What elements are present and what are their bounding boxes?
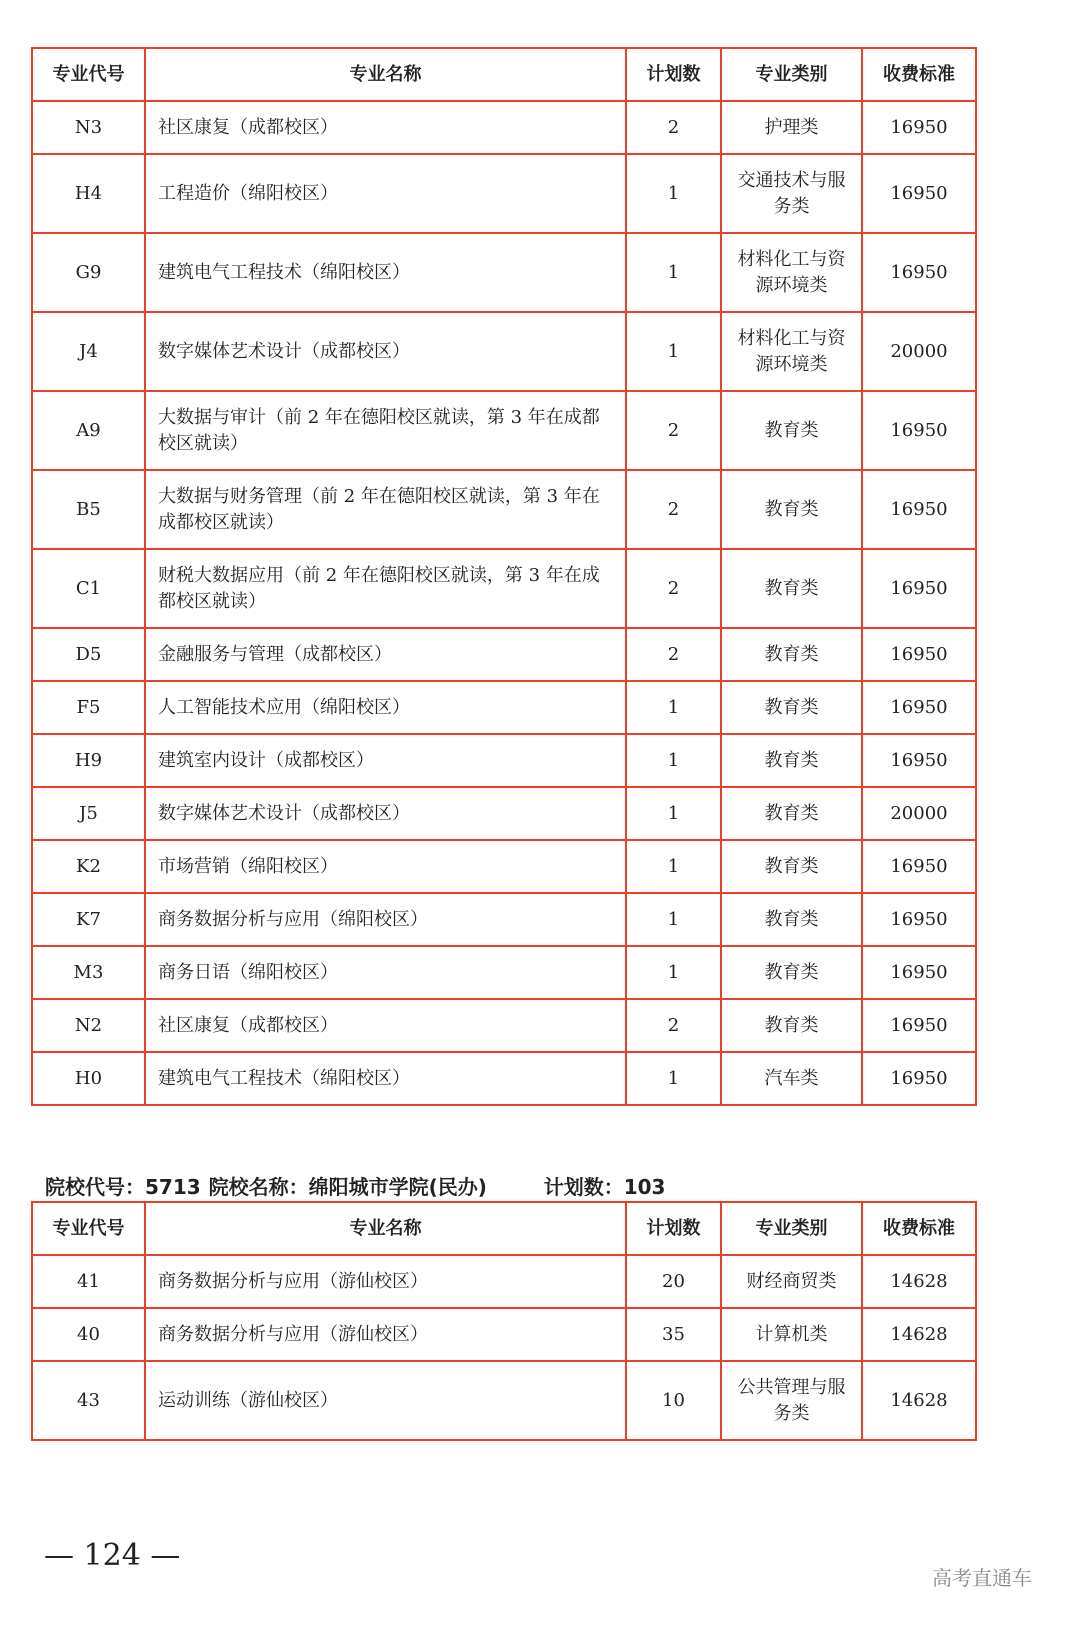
fee-cell: 16950 <box>862 840 976 893</box>
major-code-cell: J5 <box>32 787 145 840</box>
header-major-code: 专业代号 <box>32 48 145 101</box>
table-row <box>32 893 976 946</box>
fee-cell: 14628 <box>862 1308 976 1361</box>
fee-cell: 14628 <box>862 1255 976 1308</box>
major-name-cell: 建筑电气工程技术（绵阳校区） <box>145 1052 626 1105</box>
fee-cell: 20000 <box>862 787 976 840</box>
header-plan-count: 计划数 <box>626 48 721 101</box>
major-category-cell: 教育类 <box>721 999 862 1052</box>
majors-table-2 <box>31 1201 977 1441</box>
header-fee: 收费标准 <box>862 48 976 101</box>
major-name-cell: 建筑电气工程技术（绵阳校区） <box>145 233 626 312</box>
school-info <box>45 1171 673 1200</box>
table-row <box>32 312 976 391</box>
major-category-cell: 交通技术与服务类 <box>721 154 862 233</box>
table-row <box>32 628 976 681</box>
major-code-cell: K2 <box>32 840 145 893</box>
major-name-cell: 社区康复（成都校区） <box>145 101 626 154</box>
fee-cell: 16950 <box>862 391 976 470</box>
major-code-cell: A9 <box>32 391 145 470</box>
major-code-cell: H9 <box>32 734 145 787</box>
major-category-cell: 计算机类 <box>721 1308 862 1361</box>
table-row <box>32 999 976 1052</box>
plan-count-cell: 1 <box>626 840 721 893</box>
major-category-cell: 教育类 <box>721 549 862 628</box>
major-code-cell: 43 <box>32 1361 145 1440</box>
plan-count-cell: 1 <box>626 681 721 734</box>
header-major-code: 专业代号 <box>32 1202 145 1255</box>
school-code: 院校代号：5713 <box>45 1175 201 1199</box>
table-row <box>32 233 976 312</box>
fee-cell: 16950 <box>862 233 976 312</box>
fee-cell: 16950 <box>862 893 976 946</box>
major-category-cell: 教育类 <box>721 628 862 681</box>
major-name-cell: 数字媒体艺术设计（成都校区） <box>145 312 626 391</box>
table-row <box>32 549 976 628</box>
major-code-cell: 40 <box>32 1308 145 1361</box>
majors-table-1 <box>31 47 977 1106</box>
table-header <box>32 1202 976 1255</box>
plan-count-cell: 2 <box>626 549 721 628</box>
fee-cell: 16950 <box>862 101 976 154</box>
major-name-cell: 金融服务与管理（成都校区） <box>145 628 626 681</box>
fee-cell: 16950 <box>862 470 976 549</box>
header-major-name: 专业名称 <box>145 48 626 101</box>
plan-count-cell: 1 <box>626 154 721 233</box>
table-row <box>32 946 976 999</box>
fee-cell: 16950 <box>862 946 976 999</box>
major-name-cell: 商务数据分析与应用（绵阳校区） <box>145 893 626 946</box>
plan-count-cell: 2 <box>626 101 721 154</box>
table-row <box>32 734 976 787</box>
major-category-cell: 教育类 <box>721 681 862 734</box>
table-row <box>32 101 976 154</box>
major-name-cell: 人工智能技术应用（绵阳校区） <box>145 681 626 734</box>
major-code-cell: M3 <box>32 946 145 999</box>
watermark: 高考直通车 <box>932 1566 1032 1590</box>
plan-count-cell: 2 <box>626 470 721 549</box>
major-category-cell: 教育类 <box>721 734 862 787</box>
major-name-cell: 数字媒体艺术设计（成都校区） <box>145 787 626 840</box>
table-row <box>32 840 976 893</box>
fee-cell: 16950 <box>862 628 976 681</box>
plan-count-cell: 1 <box>626 946 721 999</box>
plan-count-cell: 1 <box>626 1052 721 1105</box>
major-code-cell: C1 <box>32 549 145 628</box>
fee-cell: 16950 <box>862 999 976 1052</box>
school-name: 院校名称：绵阳城市学院(民办) <box>208 1175 487 1199</box>
major-name-cell: 商务数据分析与应用（游仙校区） <box>145 1255 626 1308</box>
table-row <box>32 470 976 549</box>
major-code-cell: 41 <box>32 1255 145 1308</box>
table-row <box>32 787 976 840</box>
plan-count-cell: 1 <box>626 787 721 840</box>
plan-count-cell: 2 <box>626 628 721 681</box>
header-major-category: 专业类别 <box>721 1202 862 1255</box>
fee-cell: 16950 <box>862 1052 976 1105</box>
major-code-cell: D5 <box>32 628 145 681</box>
plan-count-cell: 2 <box>626 391 721 470</box>
table-row <box>32 1361 976 1440</box>
table-row <box>32 1052 976 1105</box>
major-code-cell: N3 <box>32 101 145 154</box>
major-code-cell: B5 <box>32 470 145 549</box>
major-code-cell: J4 <box>32 312 145 391</box>
major-name-cell: 社区康复（成都校区） <box>145 999 626 1052</box>
table-row <box>32 154 976 233</box>
plan-count-cell: 20 <box>626 1255 721 1308</box>
plan-count-cell: 1 <box>626 893 721 946</box>
major-category-cell: 护理类 <box>721 101 862 154</box>
table-row <box>32 1255 976 1308</box>
plan-count-cell: 35 <box>626 1308 721 1361</box>
fee-cell: 16950 <box>862 681 976 734</box>
major-category-cell: 教育类 <box>721 946 862 999</box>
major-name-cell: 建筑室内设计（成都校区） <box>145 734 626 787</box>
header-major-category: 专业类别 <box>721 48 862 101</box>
major-category-cell: 教育类 <box>721 470 862 549</box>
major-name-cell: 商务日语（绵阳校区） <box>145 946 626 999</box>
major-name-cell: 大数据与财务管理（前 2 年在德阳校区就读，第 3 年在成都校区就读） <box>145 470 626 549</box>
major-code-cell: H0 <box>32 1052 145 1105</box>
major-category-cell: 教育类 <box>721 787 862 840</box>
major-category-cell: 汽车类 <box>721 1052 862 1105</box>
major-name-cell: 运动训练（游仙校区） <box>145 1361 626 1440</box>
plan-count-cell: 2 <box>626 999 721 1052</box>
fee-cell: 16950 <box>862 154 976 233</box>
major-name-cell: 大数据与审计（前 2 年在德阳校区就读，第 3 年在成都校区就读） <box>145 391 626 470</box>
header-fee: 收费标准 <box>862 1202 976 1255</box>
plan-total: 计划数：103 <box>543 1175 666 1199</box>
major-code-cell: K7 <box>32 893 145 946</box>
major-category-cell: 教育类 <box>721 840 862 893</box>
plan-count-cell: 10 <box>626 1361 721 1440</box>
header-major-name: 专业名称 <box>145 1202 626 1255</box>
major-name-cell: 市场营销（绵阳校区） <box>145 840 626 893</box>
page-number: — 124 — <box>44 1538 181 1573</box>
table-header <box>32 48 976 101</box>
plan-count-cell: 1 <box>626 233 721 312</box>
major-code-cell: F5 <box>32 681 145 734</box>
table-row <box>32 681 976 734</box>
major-code-cell: G9 <box>32 233 145 312</box>
table-row <box>32 1308 976 1361</box>
major-category-cell: 材料化工与资源环境类 <box>721 312 862 391</box>
fee-cell: 16950 <box>862 549 976 628</box>
header-plan-count: 计划数 <box>626 1202 721 1255</box>
major-category-cell: 材料化工与资源环境类 <box>721 233 862 312</box>
major-name-cell: 财税大数据应用（前 2 年在德阳校区就读，第 3 年在成都校区就读） <box>145 549 626 628</box>
major-category-cell: 公共管理与服务类 <box>721 1361 862 1440</box>
fee-cell: 14628 <box>862 1361 976 1440</box>
major-name-cell: 商务数据分析与应用（游仙校区） <box>145 1308 626 1361</box>
major-category-cell: 财经商贸类 <box>721 1255 862 1308</box>
plan-count-cell: 1 <box>626 312 721 391</box>
major-category-cell: 教育类 <box>721 391 862 470</box>
fee-cell: 16950 <box>862 734 976 787</box>
fee-cell: 20000 <box>862 312 976 391</box>
major-code-cell: H4 <box>32 154 145 233</box>
table-row <box>32 391 976 470</box>
major-name-cell: 工程造价（绵阳校区） <box>145 154 626 233</box>
major-category-cell: 教育类 <box>721 893 862 946</box>
plan-count-cell: 1 <box>626 734 721 787</box>
major-code-cell: N2 <box>32 999 145 1052</box>
